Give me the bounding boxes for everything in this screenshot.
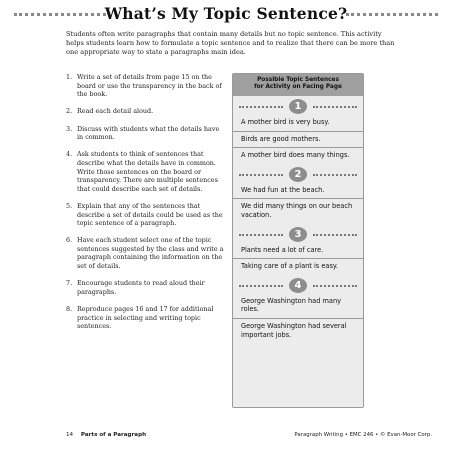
step-text: Write a set of details from page 15 on the board or use the transparency in the back of the book. <box>77 73 222 99</box>
topic-sentence: Plants need a lot of care. <box>233 243 363 260</box>
step-text: Discuss with students what the details have in common. <box>77 124 220 142</box>
group-dots-right <box>313 174 357 176</box>
group-dots-left <box>239 234 283 236</box>
group-dots-right <box>313 285 357 287</box>
group-number-badge: 4 <box>289 278 307 293</box>
page-title: What’s My Topic Sentence? <box>104 4 348 23</box>
title-dots-right <box>346 13 438 17</box>
step-number: 6. <box>66 236 73 245</box>
step-number: 2. <box>66 107 73 116</box>
footer-credit: Paragraph Writing • EMC 246 • © Evan-Moor Corp. <box>294 432 432 438</box>
group-dots-right <box>313 234 357 236</box>
topic-sentence: A mother bird does many things. <box>241 151 350 160</box>
footer-left <box>66 432 146 438</box>
group-heading <box>233 99 363 115</box>
section-name: Parts of a Paragraph <box>80 432 147 438</box>
topic-sentence: We did many things on our beach vacation. <box>241 202 353 219</box>
step-item <box>66 236 226 270</box>
topic-sentence: George Washington had many roles. <box>233 294 363 319</box>
step-item <box>66 279 226 296</box>
step-text: Reproduce pages 16 and 17 for additional practice in selecting and writing topic sentences. <box>77 305 214 331</box>
step-item <box>66 202 226 228</box>
group-heading <box>233 278 363 294</box>
topic-sentence: Taking care of a plant is easy. <box>241 262 338 271</box>
topic-sentence: George Washington had several important jobs. <box>241 321 347 339</box>
step-item <box>66 73 226 99</box>
steps-list <box>66 73 226 339</box>
step-item <box>66 125 226 142</box>
topic-sentence: A mother bird is very busy. <box>233 115 363 132</box>
intro-paragraph: Students often write paragraphs that contain many details but no topic sentence. This activity helps students learn how to formulate a topic sentence and to realize that there can be more than one appropriate way to state a paragraphs main idea. <box>66 30 395 56</box>
group-dots-left <box>239 106 283 108</box>
step-number: 7. <box>66 279 73 288</box>
step-number: 3. <box>66 124 73 133</box>
step-text: Read each detail aloud. <box>77 107 154 116</box>
step-text: Have each student select one of the topic sentences suggested by the class and write a paragraph containing the information on the set of details. <box>77 236 224 271</box>
panel-header-line: Possible Topic Sentences <box>257 77 339 83</box>
group-number-badge: 2 <box>289 167 307 182</box>
group-dots-right <box>313 106 357 108</box>
step-number: 1. <box>66 73 73 81</box>
title-row <box>14 4 438 26</box>
step-item <box>66 107 226 116</box>
step-number: 8. <box>66 305 73 314</box>
topic-sentences-panel <box>232 73 364 408</box>
panel-header-line: for Activity on Facing Page <box>254 84 342 91</box>
step-item <box>66 305 226 331</box>
group-heading <box>233 167 363 183</box>
step-text: Explain that any of the sentences that describe a set of details could be used as the topic sentence of a paragraph. <box>77 201 223 228</box>
group-dots-left <box>239 285 283 287</box>
group-number-badge: 3 <box>289 227 307 242</box>
step-text: Ask students to think of sentences that describe what the details have in common. Write those sentences on the board or transparency. There are multiple sentences that could describe each set of details. <box>77 150 218 193</box>
step-number: 5. <box>66 201 73 210</box>
step-item <box>66 150 226 193</box>
group-heading <box>233 227 363 243</box>
page-number: 14 <box>66 432 74 438</box>
group-number-badge: 1 <box>289 99 307 114</box>
step-number: 4. <box>66 150 73 159</box>
topic-sentence: We had fun at the beach. <box>233 183 363 200</box>
group-dots-left <box>239 174 283 176</box>
panel-header <box>233 74 363 96</box>
topic-sentence: Birds are good mothers. <box>233 132 363 149</box>
step-text: Encourage students to read aloud their paragraphs. <box>77 279 205 296</box>
